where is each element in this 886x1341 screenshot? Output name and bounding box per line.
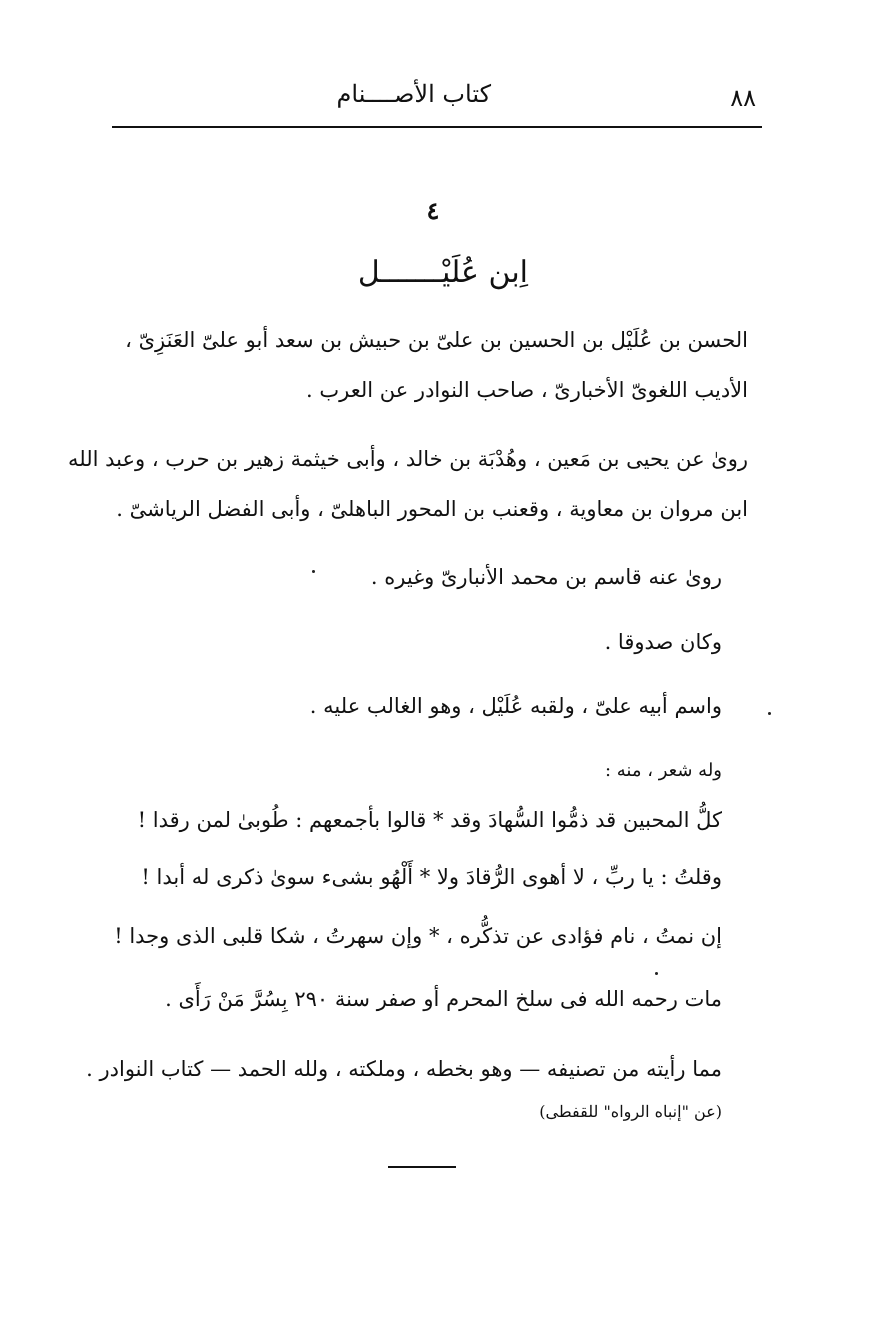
footer-rule: [388, 1166, 456, 1168]
verse-line: وقلتُ : يا ربِّ ، لا أهوى الرُّقادَ ولا * أَلْهُو بشىء سوىٰ ذكرى له أبدا !: [141, 865, 722, 889]
paragraph-line: ابن مروان بن معاوية ، وقعنب بن المحور الباهلىّ ، وأبى الفضل الرياشىّ .: [116, 497, 748, 521]
section-number: ٤: [426, 196, 440, 225]
paragraph-line: الأديب اللغوىّ الأخبارىّ ، صاحب النوادر عن العرب .: [305, 378, 748, 402]
ink-speck: [655, 972, 658, 975]
verse-line: كلُّ المحبين قد ذمُّوا السُّهادَ وقد * قالوا بأجمعهم : طُوبىٰ لمن رقدا !: [137, 808, 722, 832]
poetry-intro: وله شعر ، منه :: [604, 760, 722, 781]
paragraph-line: واسم أبيه علىّ ، ولقبه عُلَيْل ، وهو الغالب عليه .: [309, 694, 722, 718]
page-number: ٨٨: [730, 84, 756, 112]
paragraph-line: روىٰ عنه قاسم بن محمد الأنبارىّ وغيره .: [370, 565, 722, 589]
header-rule: [112, 126, 762, 128]
ink-speck: [768, 712, 771, 715]
section-title: اِبن عُلَيْـــــــل: [357, 255, 528, 290]
ink-speck: [312, 570, 315, 573]
paragraph-line: وكان صدوقا .: [604, 630, 722, 654]
death-date-line: مات رحمه الله فى سلخ المحرم أو صفر سنة ٢٩٠ بِسُرَّ مَنْ رَأَى .: [165, 987, 722, 1011]
running-header-title: كتاب الأصــــنام: [336, 80, 491, 108]
paragraph-line: روىٰ عن يحيى بن مَعين ، وهُدْبَة بن خالد ، وأبى خيثمة زهير بن حرب ، وعبد الله: [68, 447, 748, 471]
closing-line: مما رأيته من تصنيفه — وهو بخطه ، وملكته ، ولله الحمد — كتاب النوادر .: [86, 1057, 722, 1081]
verse-line: إن نمتُ ، نام فؤادى عن تذكُّره ، * وإن سهرتُ ، شكا قلبى الذى وجدا !: [114, 924, 722, 948]
source-note: (عن "إنباه الرواه" للقفطى): [539, 1102, 722, 1121]
paragraph-line: الحسن بن عُلَيْل بن الحسين بن علىّ بن حبيش بن سعد أبو علىّ العَنَزِىّ ،: [125, 328, 748, 352]
